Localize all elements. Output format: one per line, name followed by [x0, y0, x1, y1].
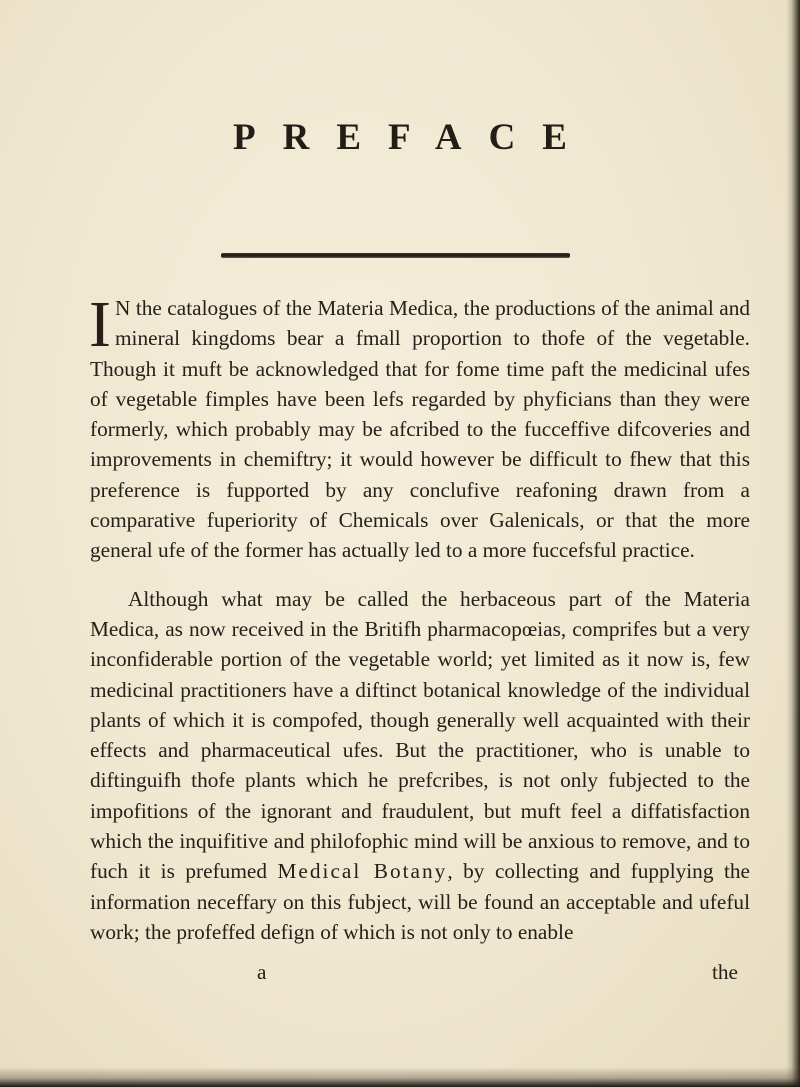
decorative-rule [221, 253, 570, 258]
paragraph-2-text-before: Although what may be called the herbaceous part of the Materia Medica, as now received in the Britifh pharmacopœias, comprifes but a very inconfiderable portion of the vegetable world; yet limited as it now is, few medicinal practitioners have a diftinct botanical knowledge of the individual plants of which it is compofed, though generally well acquainted with their effects and pharmaceutical ufes. But the practitioner, who is unable to diftinguifh thofe plants which he prefcribes, is not only fubjected to the impofitions of the ignorant and fraudulent, but muft feel a diffatisfaction which the inquifitive and philofophic mind will be anxious to remove, and to fuch it is prefumed [90, 586, 750, 884]
page-footer [90, 957, 750, 987]
book-title-small-caps: Medical Botany [277, 859, 448, 884]
page-bottom-shadow [0, 1067, 800, 1087]
catchword: the [711, 960, 738, 984]
paragraph-2-text-after: , by collecting and fupplying the information neceffary on this fubject, will be found an acceptable and ufeful work; the profeffed defign of which is not only to enable [90, 859, 751, 944]
paragraph-2 [90, 584, 750, 948]
preface-body [89, 288, 751, 947]
paragraph-1-text: N the catalogues of the Materia Medica, the productions of the animal and mineral kingdoms bear a fmall proportion to thofe of the vegetable. Though it muft be acknowledged that for fome time paft the medicinal ufes of vegetable fimples have been lefs regarded by phyficians than they were formerly, which probably may be afcribed to the fucceffive difcoveries and improvements in chemiftry; it would however be difficult to fhew that this preference is fupported by any conclufive reafoning drawn from a comparative fuperiority of Chemicals over Galenicals, or that the more general ufe of the former has actually led to a more fuccefsful practice. [90, 296, 750, 563]
paragraph-1 [89, 288, 750, 566]
page-heading: PREFACE [233, 117, 594, 158]
signature-mark: a [257, 960, 267, 984]
drop-cap: I [89, 288, 111, 361]
page-edge-shadow [786, 0, 800, 1087]
